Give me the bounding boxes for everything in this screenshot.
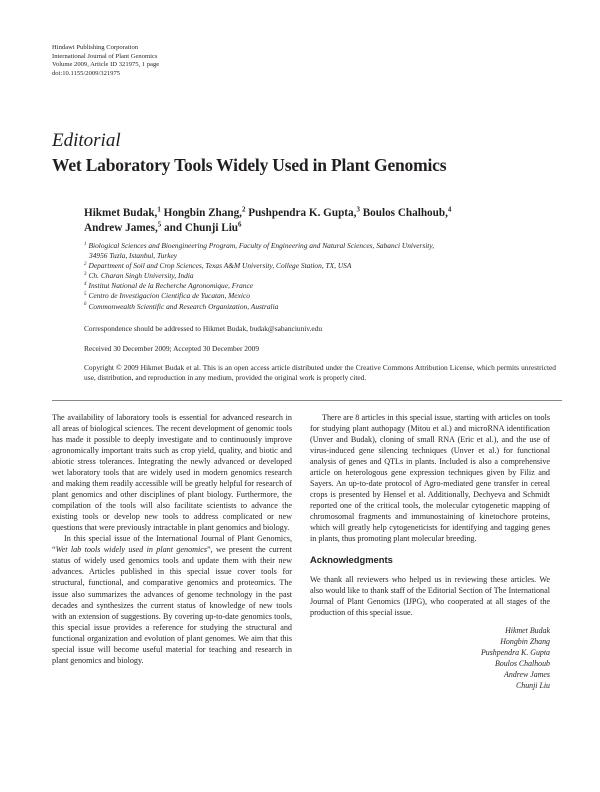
signature-name: Boulos Chalhoub — [494, 658, 550, 668]
paragraph: There are 8 articles in this special issue, starting with articles on tools for studying plant authopagy (Mitou et al.) and microRNA identification (Unver and Budak), cloning of small RNA (Eric et al.), and the use of virus-induced gene silencing techniques (Unver et al.) for functional analysis of genes and QTLs in plants. Included is also a comprehensive article on heterologous gene expression techniques given by Filiz and Sayers. An up-to-date protocol of Agro-mediated gene transfer in cereal crops is presented by Hensel et al. Additionally, Dechyeva and Schmidt reported one of the critical tools, the molecular cytogenetic mapping of chromosomal fragments and immunostaining of kinetochore proteins, which will greatly help cytogeneticists for identifying and tagging genes in plants, thus promoting plant molecular breeding. — [310, 413, 550, 544]
affiliations — [84, 241, 554, 312]
signature-name: Hongbin Zhang — [500, 636, 550, 646]
paragraph: In this special issue of the International Journal of Plant Genomics, “Wet lab tools widely used in plant genomics”, we present the current status of widely used genomics tools and update them with their new advances. Articles published in this special issue cover tools for structural, functional, and comparative genomics and proteomics. The issue also summarizes the advances of genome technology in the past decades and synthesizes the current status of knowledge of new tools with an extension of suggestions. By covering up-to-date genomics tools, this special issue provides a reference for studying the structural and functional organization and evolution of plant genomes. We aim that this special issue will become useful material for teaching and research in plant genomics and biology. — [52, 534, 292, 665]
signature-name: Chunji Liu — [516, 680, 550, 690]
correspondence-line: Correspondence should be addressed to Hikmet Budak, budak@sabanciuniv.edu — [84, 324, 323, 333]
volume-line: Volume 2009, Article ID 321975, 1 page — [52, 61, 160, 69]
section-divider — [52, 400, 562, 401]
copyright-notice: Copyright © 2009 Hikmet Budak et al. This is an open access article distributed under the Creative Commons Attribution License, which permits unrestricted use, distribution, and reproduction in any medium, provided the original work is properly cited. — [84, 363, 556, 383]
affiliation-item: $^2$ Department of Soil and Crop Sciences, Texas A&M University, College Station, TX, USA — [84, 261, 352, 271]
signature-block — [310, 625, 550, 692]
acknowledgments-text: We thank all reviewers who helped us in reviewing these articles. We also would like to thank staff of the Editorial Section of The International Journal of Plant Genomics (IJPG), who cooperated at all stages of the production of this special issue. — [310, 575, 550, 618]
author: Hongbin Zhang,$^2$ — [163, 205, 246, 219]
dates-line: Received 30 December 2009; Accepted 30 December 2009 — [84, 344, 260, 353]
signature-name: Pushpendra K. Gupta — [480, 647, 550, 657]
acknowledgments-heading: Acknowledgments — [310, 554, 393, 566]
signature-name: Hikmet Budak — [505, 625, 550, 635]
doi-line: doi:10.1155/2009/321975 — [52, 69, 121, 77]
signature-name: Andrew James — [504, 669, 550, 679]
affiliation-item: $^6$ Commonwealth Scientific and Research Organization, Australia — [84, 301, 279, 311]
author: Boulos Chalhoub,$^4$ — [362, 205, 452, 219]
article-title: Wet Laboratory Tools Widely Used in Plant Genomics — [52, 155, 447, 175]
affiliation-item: $^1$ Biological Sciences and Bioengineering Program, Faculty of Engineering and Natural Sciences, Sabanci University, — [84, 241, 435, 250]
article-type: Editorial — [52, 130, 121, 151]
body-column-left — [52, 412, 292, 666]
body-column-right — [310, 412, 550, 691]
journal-header — [52, 44, 159, 78]
author: Pushpendra K. Gupta,$^3$ — [248, 205, 360, 219]
affiliation-item: $^5$ Centro de Investigacion Cientifica de Yucatan, Mexico — [84, 291, 250, 301]
author: Andrew James,$^5$ — [84, 220, 162, 234]
author: and Chunji Liu$^6$ — [164, 220, 242, 234]
journal-line: International Journal of Plant Genomics — [52, 52, 158, 60]
affiliation-item: $^4$ Institut National de la Recherche Agronomique, France — [84, 281, 254, 291]
publisher-line: Hindawi Publishing Corporation — [52, 44, 139, 51]
author-list — [84, 206, 504, 236]
affiliation-item-continued: 34956 Tuzla, Istanbul, Turkey — [89, 251, 178, 261]
author: Hikmet Budak,$^1$ — [84, 205, 161, 219]
paragraph: The availability of laboratory tools is essential for advanced research in all areas of biological sciences. The recent development of genomic tools has made it possible to deeply investigate and to continuously improve agronomically important traits such as crop yield, quality, and biotic and abiotic stress tolerances. Integrating the newly advanced or developed wet laboratory tools that are widely used in modern genomics research and making them readily accessible will be greatly helpful for research of plant genomics and other disciplines of plant biology. Furthermore, the compilation of the tools will also facilitate scientists to advance the existing tools or develop new tools to address complicated or new questions that were previously intractable in plant genomics and biology. — [52, 413, 292, 533]
affiliation-item: $^3$ Ch. Charan Singh University, India — [84, 271, 194, 281]
